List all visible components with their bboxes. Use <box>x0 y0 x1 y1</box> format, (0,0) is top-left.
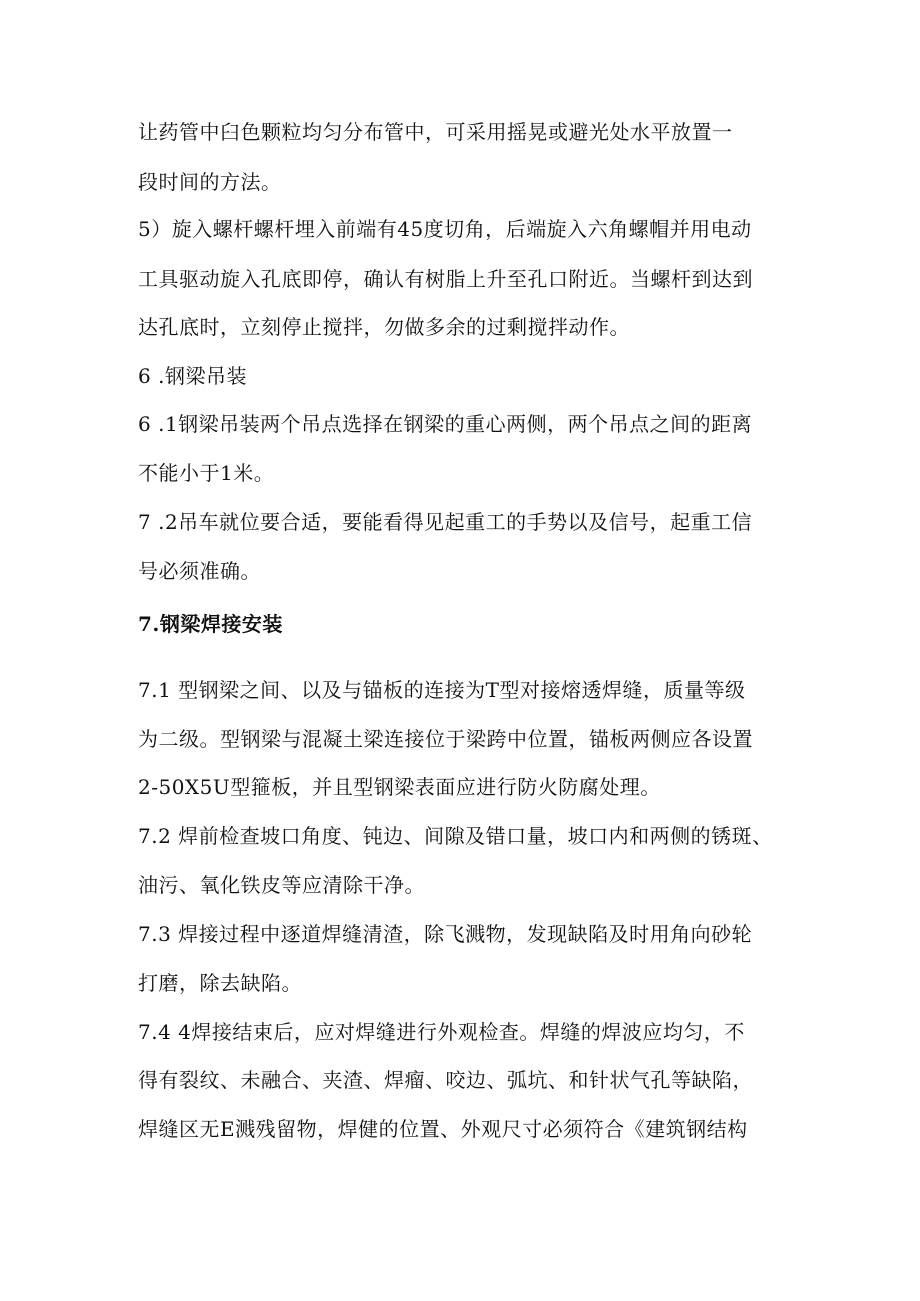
text-line-8: 不能小于1米。 <box>138 461 275 485</box>
text-line-14: 2-50X5U型箍板，并且型钢梁表面应进行防火防腐处理。 <box>138 775 661 799</box>
text-line-12: 7.1 型钢梁之间、以及与锚板的连接为T型对接熔透焊缝，质量等级 <box>138 678 746 702</box>
text-line-15: 7.2 焊前检查坡口角度、钝边、间隙及错口量，坡口内和两侧的锈斑、 <box>138 824 773 848</box>
text-line-7: 6 .1钢梁吊装两个吊点选择在钢梁的重心两侧，两个吊点之间的距离 <box>138 412 753 436</box>
text-line-1: 让药管中臼色颗粒均匀分布管中，可采用摇晃或避光处水平放置一 <box>138 120 733 144</box>
text-line-20: 得有裂纹、未融合、夹渣、焊瘤、咬边、弧坑、和针状气孔等缺陷， <box>138 1068 753 1092</box>
text-line-2: 段时间的方法。 <box>138 170 282 194</box>
text-line-10: 号必须准确。 <box>138 559 261 583</box>
section-heading-7: 7.钢梁焊接安装 <box>138 612 283 636</box>
text-line-21: 焊缝区无E溅残留物，焊健的位置、外观尺寸必须符合《建筑钢结构 <box>138 1117 748 1141</box>
text-line-18: 打磨，除去缺陷。 <box>138 971 302 995</box>
section-heading-6: 6 .钢梁吊装 <box>138 364 247 388</box>
text-line-4: 工具驱动旋入孔底即停，确认有树脂上升至孔口附近。当螺杆到达到 <box>138 267 753 291</box>
text-line-16: 油污、氧化铁皮等应清除干净。 <box>138 873 425 897</box>
text-line-9: 7 .2吊车就位要合适，要能看得见起重工的手势以及信号，起重工信 <box>138 510 753 534</box>
text-line-13: 为二级。型钢梁与混凝土梁连接位于梁跨中位置，锚板两侧应各设置 <box>138 727 753 751</box>
text-line-17: 7.3 焊接过程中逐道焊缝清渣，除飞溅物，发现缺陷及时用角向砂轮 <box>138 922 753 946</box>
text-line-3: 5）旋入螺杆螺杆埋入前端有45度切角，后端旋入六角螺帽并用电动 <box>138 217 752 241</box>
text-line-19: 7.4 4焊接结束后，应对焊缝进行外观检查。焊缝的焊波应均匀，不 <box>138 1020 745 1044</box>
text-line-5: 达孔底时，立刻停止搅拌，勿做多余的过剩搅拌动作。 <box>138 315 630 339</box>
